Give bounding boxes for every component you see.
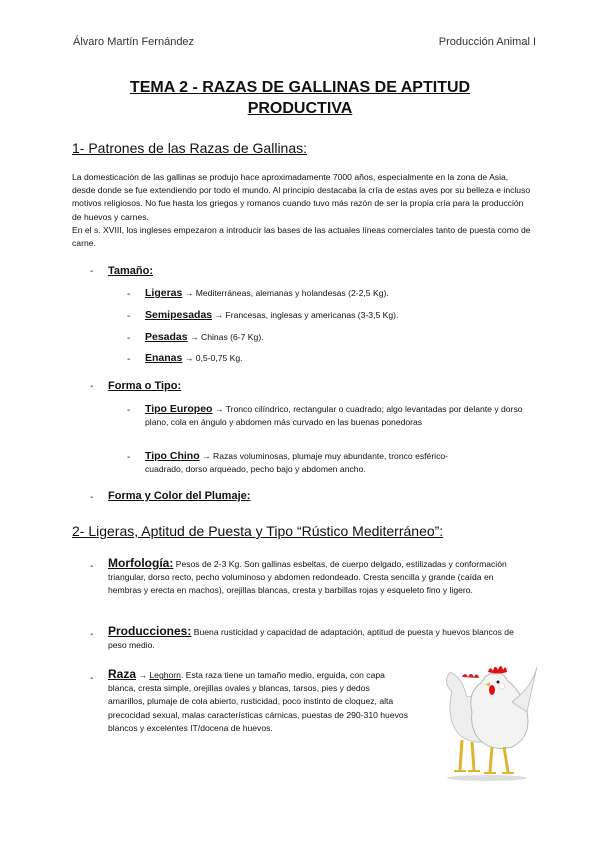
item-term: Pesadas bbox=[145, 331, 188, 343]
raza-term: Raza bbox=[108, 667, 137, 681]
bullet-dash: - bbox=[90, 266, 94, 277]
item-text: → Francesas, inglesas y americanas (3-3,5 Kg). bbox=[214, 310, 399, 320]
tamano-item bbox=[145, 352, 525, 365]
bullet-dash: - bbox=[90, 673, 94, 684]
raza-text: . Esta raza tiene un tamaño medio, erguida, con capa blanca, cresta simple, orejillas ovales y blancas, tarsos, pies y dedos amarillos, plumaje de cola abierto, rusticidad, poco instinto de cloquez, alta precocidad sexual, malas características cárnicas, puestas de 290-310 huevos blancos y excelentes IT/docena de huevos. bbox=[108, 670, 408, 733]
bullet-dash: - bbox=[90, 629, 94, 640]
item-term: Tipo Europeo bbox=[145, 403, 213, 415]
bullet-dash: - bbox=[127, 452, 131, 463]
leghorn-hen-image bbox=[432, 652, 542, 782]
item-text: → 0,5-0,75 Kg. bbox=[184, 353, 243, 363]
color-label: Forma y Color del Plumaje: bbox=[108, 490, 251, 502]
morfologia-item bbox=[108, 557, 528, 598]
forma-item bbox=[145, 450, 465, 476]
bullet-dash: - bbox=[90, 561, 94, 572]
item-term: Tipo Chino bbox=[145, 450, 200, 462]
item-text: → Tronco cilíndrico, rectangular o cuadrado; algo levantadas por delante y dorso plano, cola en ángulo y abdomen más curvado en las buenas ponedoras bbox=[145, 404, 523, 428]
bullet-dash: - bbox=[90, 492, 94, 503]
tamano-item bbox=[145, 309, 525, 322]
item-term: Ligeras bbox=[145, 287, 183, 299]
bullet-dash: - bbox=[127, 354, 131, 365]
bullet-dash: - bbox=[127, 333, 131, 344]
raza-item bbox=[108, 668, 408, 735]
forma-item bbox=[145, 403, 525, 429]
title-line-2: PRODUCTIVA bbox=[247, 100, 353, 117]
bullet-dash: - bbox=[127, 311, 131, 322]
item-term: Enanas bbox=[145, 352, 183, 364]
morfologia-term: Morfología: bbox=[108, 556, 174, 570]
section1-intro bbox=[72, 171, 532, 250]
bullet-dash: - bbox=[127, 405, 131, 416]
tamano-label: Tamaño: bbox=[108, 265, 154, 277]
raza-name: Leghorn bbox=[149, 670, 181, 680]
intro-paragraph: La domesticación de las gallinas se produjo hace aproximadamente 7000 años, especialmente en la zona de Asia, desde donde se fue extendiendo por todo el mundo. Al principio destacaba la cría de estas aves por su belleza e incluso motivos religiosos. No fue hasta los griegos y romanos cuando tuvo más razón de ser la propia cría para la producción de huevos y carnes. bbox=[72, 172, 531, 222]
header-author: Álvaro Martín Fernández bbox=[73, 36, 195, 48]
item-text: → Razas voluminosas, plumaje muy abundante, tronco esférico-cuadrado, dorso arqueado, pecho bajo y abdomen ancho. bbox=[145, 451, 449, 475]
page-title bbox=[60, 77, 540, 119]
tamano-item bbox=[145, 287, 525, 300]
item-text: → Chinas (6-7 Kg). bbox=[190, 332, 264, 342]
morfologia-text: Pesos de 2-3 Kg. Son gallinas esbeltas, de cuerpo delgado, estilizadas y conformación triangular, dorso recto, pecho voluminoso y abdomen redondeado. Cresta sencilla y grande (caída en hembras y erecta en machos), orejillas blancas, cresta y barbillas rojas y esqueleto fino y ligero. bbox=[108, 559, 507, 596]
item-text: → Mediterráneas, alemanas y holandesas (2-2,5 Kg). bbox=[184, 288, 389, 298]
bullet-dash: - bbox=[90, 381, 94, 392]
bullet-dash: - bbox=[127, 289, 131, 300]
section2-heading: 2- Ligeras, Aptitud de Puesta y Tipo “Rústico Mediterráneo”: bbox=[72, 523, 444, 539]
producciones-text: Buena rusticidad y capacidad de adaptación, aptitud de puesta y huevos blancos de peso medio. bbox=[108, 627, 514, 651]
item-term: Semipesadas bbox=[145, 309, 213, 321]
forma-label: Forma o Tipo: bbox=[108, 380, 182, 392]
raza-arrow: → bbox=[138, 670, 147, 680]
header-course: Producción Animal I bbox=[438, 36, 536, 48]
producciones-item bbox=[108, 625, 528, 652]
producciones-term: Producciones: bbox=[108, 624, 192, 638]
section1-heading: 1- Patrones de las Razas de Gallinas: bbox=[72, 140, 308, 156]
intro-paragraph-2: En el s. XVIII, los ingleses empezaron a introducir las bases de las actuales líneas comerciales tanto de puesta como de carne. bbox=[72, 224, 531, 249]
tamano-item bbox=[145, 331, 525, 344]
title-line-1: TEMA 2 - RAZAS DE GALLINAS DE APTITUD bbox=[129, 79, 471, 96]
